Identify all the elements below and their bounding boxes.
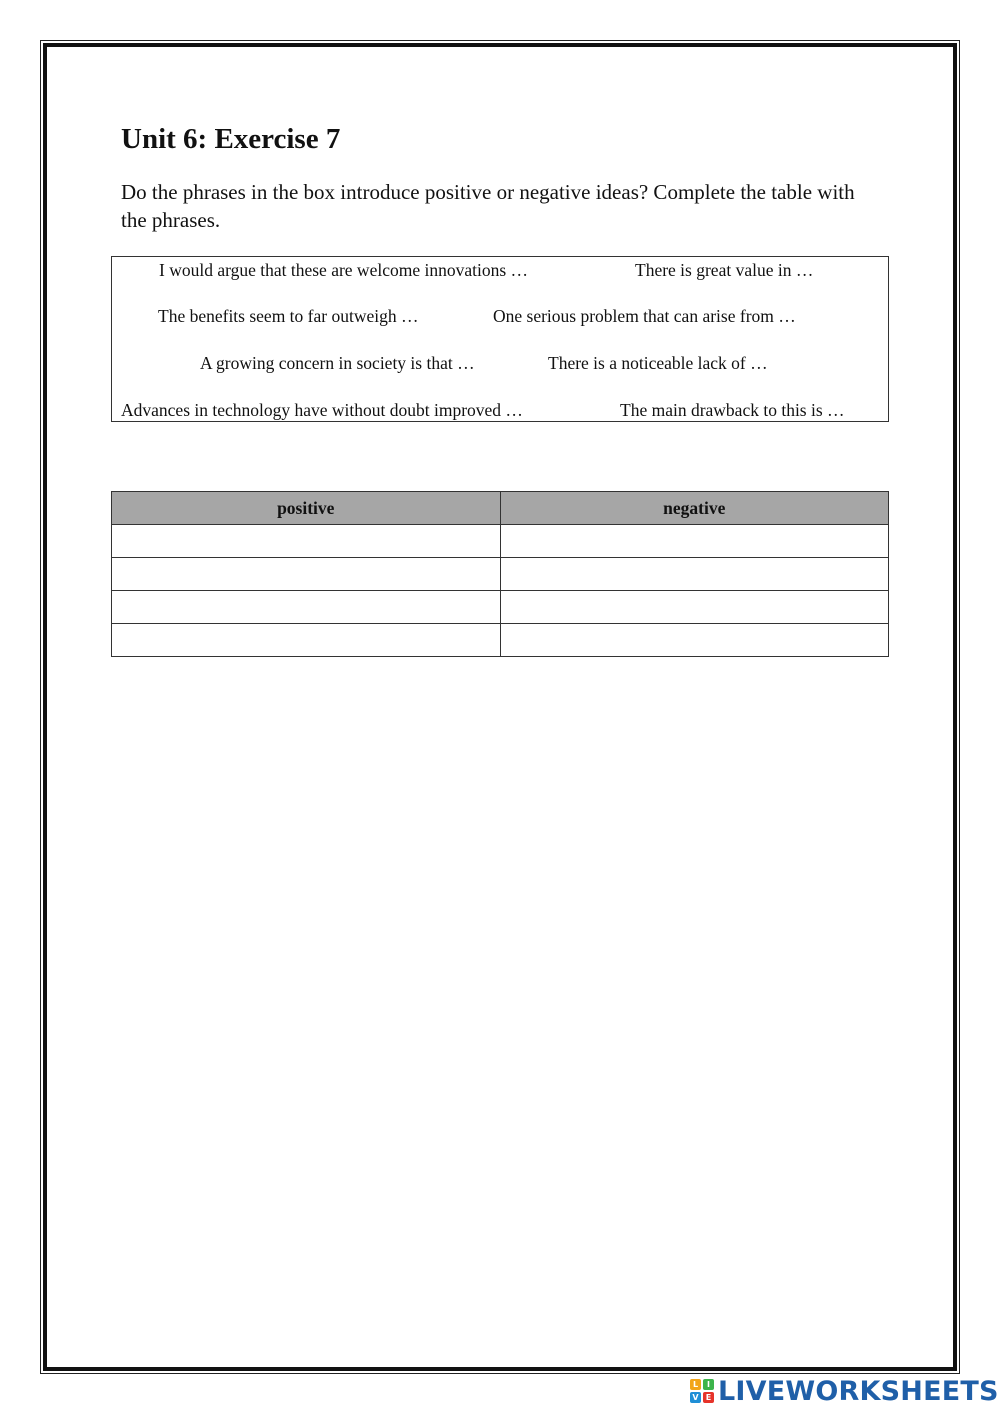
- phrase-item: There is great value in …: [635, 260, 814, 280]
- phrase-item: Advances in technology have without doubt improved …: [121, 400, 523, 420]
- answer-cell-negative[interactable]: [500, 525, 889, 558]
- phrase-item: There is a noticeable lack of …: [548, 353, 768, 373]
- phrase-item: The main drawback to this is …: [620, 400, 845, 420]
- logo-icon: [690, 1379, 714, 1403]
- phrase-item: I would argue that these are welcome innovations …: [159, 260, 529, 280]
- answer-cell-positive[interactable]: [112, 591, 501, 624]
- answer-table: [111, 491, 889, 657]
- answer-cell-positive[interactable]: [112, 624, 501, 657]
- column-header-negative: negative: [500, 492, 889, 525]
- logo-tile: E: [703, 1392, 714, 1403]
- table-header-row: [112, 492, 889, 525]
- phrase-item: One serious problem that can arise from …: [493, 306, 796, 326]
- table-row: [112, 525, 889, 558]
- table-row: [112, 591, 889, 624]
- phrase-item: A growing concern in society is that …: [200, 353, 475, 373]
- table-row: [112, 558, 889, 591]
- phrase-box: [111, 256, 889, 422]
- answer-cell-negative[interactable]: [500, 624, 889, 657]
- logo-tile: V: [690, 1392, 701, 1403]
- exercise-title: Unit 6: Exercise 7: [121, 123, 341, 155]
- logo-tile: L: [690, 1379, 701, 1390]
- column-header-positive: positive: [112, 492, 501, 525]
- logo-tile: I: [703, 1379, 714, 1390]
- answer-cell-positive[interactable]: [112, 558, 501, 591]
- brand-name: LIVEWORKSHEETS: [718, 1375, 999, 1407]
- table-row: [112, 624, 889, 657]
- answer-cell-positive[interactable]: [112, 525, 501, 558]
- liveworksheets-logo: [690, 1375, 999, 1407]
- page-border-inner: [43, 43, 957, 1371]
- answer-cell-negative[interactable]: [500, 591, 889, 624]
- answer-cell-negative[interactable]: [500, 558, 889, 591]
- phrase-item: The benefits seem to far outweigh …: [158, 306, 419, 326]
- instructions-text: Do the phrases in the box introduce positive or negative ideas? Complete the table with the phrases.: [121, 180, 855, 232]
